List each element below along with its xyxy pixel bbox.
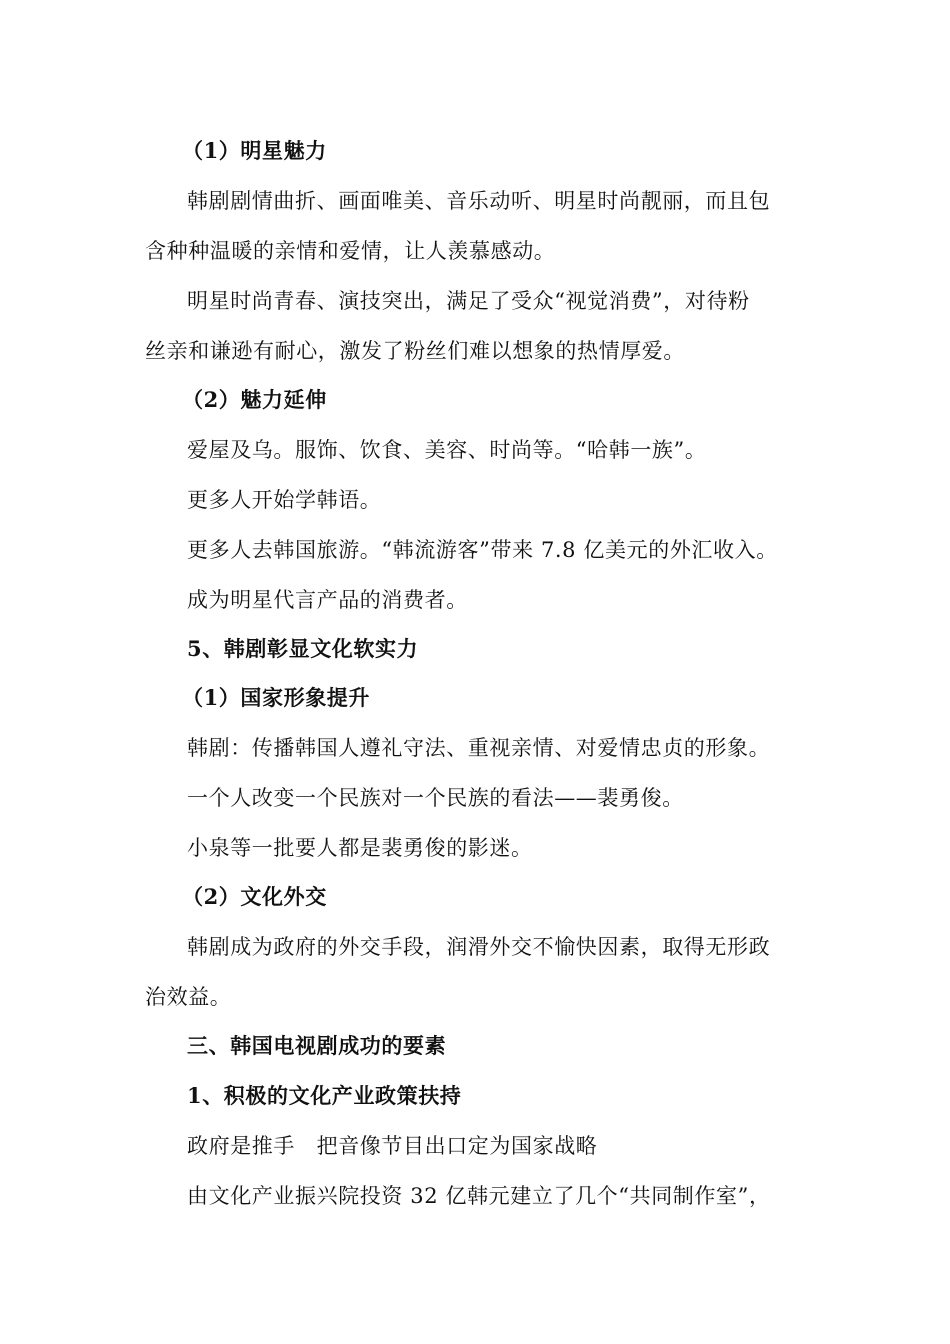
heading-soft-power: 5、韩剧彰显文化软实力 xyxy=(187,636,419,661)
paragraph-line: 更多人去韩国旅游。“韩流游客”带来 7.8 亿美元的外汇收入。 xyxy=(187,538,778,562)
heading-charm-extension: （2）魅力延伸 xyxy=(182,387,327,412)
paragraph-line: 治效益。 xyxy=(145,985,232,1009)
paragraph-line: 明星时尚青春、演技突出，满足了受众“视觉消费”，对待粉 xyxy=(187,289,750,313)
heading-national-image: （1）国家形象提升 xyxy=(182,685,371,710)
paragraph-line: 爱屋及乌。服饰、饮食、美容、时尚等。“哈韩一族”。 xyxy=(187,438,707,462)
paragraph-line: 小泉等一批要人都是裴勇俊的影迷。 xyxy=(187,836,533,860)
paragraph-line: 含种种温暖的亲情和爱情，让人羡慕感动。 xyxy=(145,239,556,263)
heading-industry-policy: 1、积极的文化产业政策扶持 xyxy=(187,1083,462,1108)
paragraph-line: 韩剧成为政府的外交手段，润滑外交不愉快因素，取得无形政 xyxy=(187,935,771,959)
paragraph-line: 由文化产业振兴院投资 32 亿韩元建立了几个“共同制作室”， xyxy=(187,1184,771,1208)
paragraph-line: 政府是推手 把音像节目出口定为国家战略 xyxy=(187,1134,598,1158)
paragraph-line: 成为明星代言产品的消费者。 xyxy=(187,588,468,612)
paragraph-line: 一个人改变一个民族对一个民族的看法——裴勇俊。 xyxy=(187,786,684,810)
paragraph-line: 更多人开始学韩语。 xyxy=(187,488,382,512)
heading-success-factors: 三、韩国电视剧成功的要素 xyxy=(187,1033,447,1058)
heading-star-charm: （1）明星魅力 xyxy=(182,138,327,163)
paragraph-line: 丝亲和谦逊有耐心，激发了粉丝们难以想象的热情厚爱。 xyxy=(145,339,685,363)
paragraph-line: 韩剧剧情曲折、画面唯美、音乐动听、明星时尚靓丽，而且包 xyxy=(187,189,771,213)
heading-cultural-diplomacy: （2）文化外交 xyxy=(182,884,327,909)
paragraph-line: 韩剧：传播韩国人遵礼守法、重视亲情、对爱情忠贞的形象。 xyxy=(187,736,771,760)
